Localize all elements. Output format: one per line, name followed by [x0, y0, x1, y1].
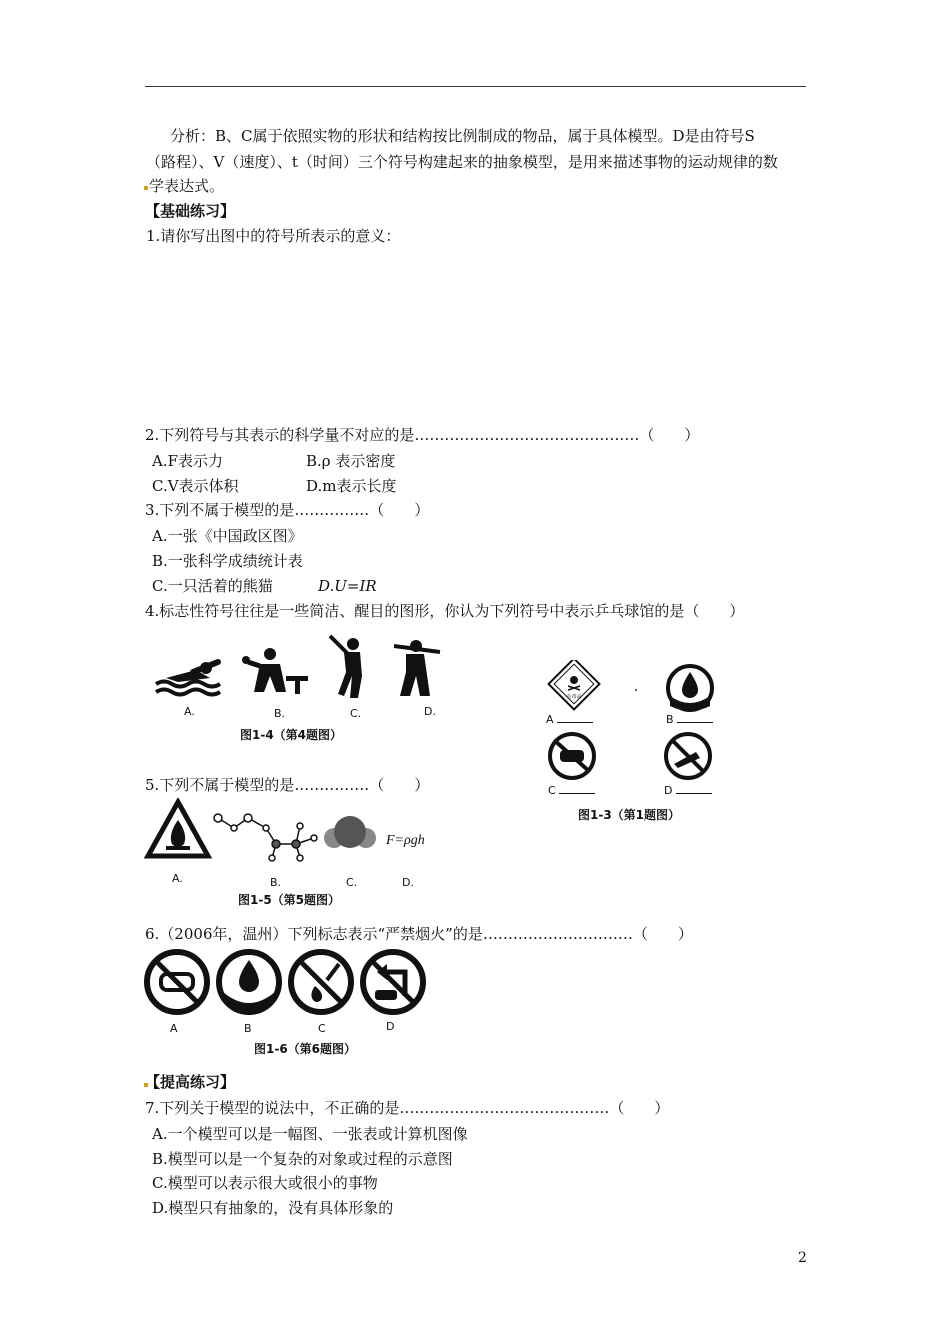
fig13-label-b: B [666, 713, 713, 726]
q6-stem: 6.（2006年，温州）下列标志表示“严禁烟火”的是…………………………（ ） [145, 925, 693, 943]
figure-1-6 [143, 946, 427, 1022]
q2-option-b: B.ρ 表示密度 [306, 452, 396, 470]
basic-section-heading: 【基础练习】 [145, 202, 236, 220]
fig13-label-c: C [548, 784, 595, 797]
yellow-marker [144, 186, 148, 190]
q3-stem: 3.下列不属于模型的是……………（ ） [145, 501, 430, 519]
q2-option-d: D.m表示长度 [306, 477, 397, 495]
q4-label-a: A. [184, 705, 195, 718]
header-rule [145, 86, 806, 87]
hazard-text: 有毒品 [566, 694, 582, 700]
analysis-line-2: （路程）、V（速度）、t（时间）三个符号构建起来的抽象模型，是用来描述事物的运动规律的数 [146, 153, 778, 171]
q6-label-d: D [386, 1020, 395, 1033]
figure-1-5 [144, 798, 434, 868]
q5-label-a: A. [172, 872, 183, 885]
shooter-icon [394, 640, 440, 696]
q7-option-d: D.模型只有抽象的，没有具体形象的 [152, 1199, 394, 1217]
q7-option-b: B.模型可以是一个复杂的对象或过程的示意图 [152, 1150, 453, 1168]
q3-option-c: C.一只活着的熊猫 [152, 577, 273, 595]
molecule-model-icon [324, 816, 376, 848]
q2-stem: 2.下列符号与其表示的科学量不对应的是………………………………………（ ） [145, 426, 700, 444]
q6-label-b: B [244, 1022, 252, 1035]
q5-stem: 5.下列不属于模型的是……………（ ） [145, 776, 430, 794]
q6-label-a: A [170, 1022, 178, 1035]
no-honking-icon [147, 952, 207, 1012]
q3-option-b: B.一张科学成绩统计表 [152, 552, 303, 570]
q1-stem: 1.请你写出图中的符号所表示的意义： [146, 227, 401, 245]
q4-label-d: D. [424, 705, 436, 718]
page-number: 2 [798, 1250, 807, 1266]
figure-1-5-caption: 图1-5（第5题图） [238, 893, 341, 907]
q7-option-c: C.模型可以表示很大或很小的事物 [152, 1174, 378, 1192]
q4-label-c: C. [350, 707, 362, 720]
q3-option-d: D.U=IR [318, 577, 377, 595]
q5-label-d: D. [402, 876, 414, 889]
q2-option-c: C.V表示体积 [152, 477, 239, 495]
analysis-line-1: 分析：B、C属于依照实物的形状和结构按比例制成的物品，属于具体模型。D是由符号S [170, 127, 755, 145]
water-drop-icon [668, 666, 712, 711]
flammable-warning-icon [148, 802, 208, 856]
no-open-flame-icon [666, 734, 710, 778]
molecule-chain-icon [214, 814, 317, 861]
q3-option-a: A.一张《中国政区图》 [152, 527, 303, 545]
figure-1-3 [540, 660, 730, 800]
q5-label-c: C. [346, 876, 358, 889]
formula-text: F=ρgh [386, 833, 425, 848]
swimmer-icon [156, 662, 220, 695]
q6-label-c: C [318, 1022, 326, 1035]
table-tennis-icon [242, 648, 308, 694]
q2-option-a: A.F表示力 [152, 452, 224, 470]
toxic-hazard-icon [549, 660, 600, 709]
golfer-icon [330, 636, 362, 698]
fig13-label-a: A [546, 713, 593, 726]
fig13-label-d: D [664, 784, 712, 797]
no-horn-icon [550, 734, 594, 778]
no-turn-icon [363, 952, 423, 1012]
q7-stem: 7.下列关于模型的说法中，不正确的是……………………………………（ ） [145, 1099, 670, 1117]
q4-label-b: B. [274, 707, 286, 720]
figure-1-6-caption: 图1-6（第6题图） [254, 1042, 357, 1056]
figure-1-4-caption: 图1-4（第4题图） [240, 728, 343, 742]
figure-1-3-caption: 图1-3（第1题图） [578, 808, 681, 822]
no-smoking-fire-icon [291, 952, 351, 1012]
q4-stem: 4.标志性符号往往是一些简洁、醒目的图形，你认为下列符号中表示乒乓球馆的是（ ） [145, 602, 745, 620]
q5-label-b: B. [270, 876, 282, 889]
analysis-line-3: 学表达式。 [149, 177, 225, 195]
save-water-icon [219, 952, 279, 1012]
q7-option-a: A.一个模型可以是一幅图、一张表或计算机图像 [152, 1125, 468, 1143]
advanced-section-heading: 【提高练习】 [145, 1073, 236, 1091]
